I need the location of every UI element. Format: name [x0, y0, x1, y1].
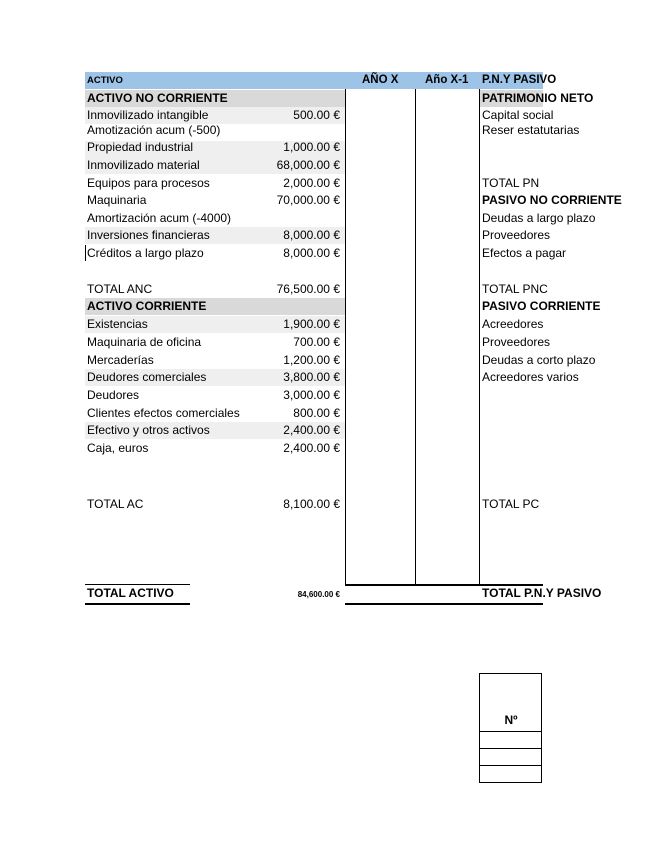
- small-table-header: Nº: [504, 713, 518, 727]
- row-value: 500.00 €: [293, 108, 340, 122]
- total-line: [85, 584, 190, 585]
- total-activo-label: TOTAL ACTIVO: [87, 586, 174, 600]
- row-label: Inversiones financieras: [87, 228, 210, 242]
- section-pasivo-no-corriente: PASIVO NO CORRIENTE: [482, 193, 622, 207]
- row-value: 70,000.00 €: [276, 193, 340, 207]
- total-anc-label: TOTAL ANC: [87, 282, 153, 296]
- total-line: [85, 603, 190, 605]
- row-label: Maquinaria: [87, 193, 147, 207]
- total-pc-label: TOTAL PC: [482, 497, 540, 511]
- total-ac-value: 8,100.00 €: [283, 497, 340, 511]
- row-label: Efectos a pagar: [482, 246, 567, 260]
- total-activo-value: 84,600.00 €: [297, 590, 340, 599]
- total-anc-value: 76,500.00 €: [276, 282, 340, 296]
- total-ac-label: TOTAL AC: [87, 497, 144, 511]
- section-activo-corriente: ACTIVO CORRIENTE: [87, 299, 207, 313]
- row-value: 2,400.00 €: [283, 423, 340, 437]
- header-ano-x1: Año X-1: [425, 74, 469, 86]
- row-label: Existencias: [87, 317, 148, 331]
- row-value: 68,000.00 €: [276, 158, 340, 172]
- row-label: Clientes efectos comerciales: [87, 406, 240, 420]
- row-label: Deudores: [87, 388, 140, 402]
- row-label: Proveedores: [482, 335, 551, 349]
- row-label: Acreedores: [482, 317, 544, 331]
- row-label: Efectivo y otros activos: [87, 423, 210, 437]
- row-value: 1,000.00 €: [283, 140, 340, 154]
- column-border: [479, 89, 480, 585]
- total-line: [345, 603, 543, 605]
- row-label: Reser estatutarias: [482, 123, 580, 137]
- row-label: Deudas a corto plazo: [482, 353, 596, 367]
- row-label: Créditos a largo plazo: [87, 246, 204, 260]
- total-pnc-label: TOTAL PNC: [482, 282, 548, 296]
- row-value: 700.00 €: [293, 335, 340, 349]
- small-table-row-line: [479, 731, 542, 732]
- row-label: Mercaderías: [87, 353, 154, 367]
- row-label: Amotización acum (-500): [87, 123, 221, 137]
- row-label: Inmovilizado material: [87, 158, 200, 172]
- row-value: 800.00 €: [293, 406, 340, 420]
- column-border: [415, 89, 416, 585]
- section-patrimonio-neto: PATRIMONIO NETO: [482, 91, 594, 105]
- row-value: 3,800.00 €: [283, 370, 340, 384]
- row-value: 1,900.00 €: [283, 317, 340, 331]
- row-label: Acreedores varios: [482, 370, 579, 384]
- row-label: Capital social: [482, 108, 554, 122]
- header-pasivo: P.N.Y PASIVO: [482, 74, 557, 86]
- section-activo-no-corriente: ACTIVO NO CORRIENTE: [87, 91, 228, 105]
- row-value: 1,200.00 €: [283, 353, 340, 367]
- row-label: Equipos para procesos: [87, 176, 210, 190]
- cell-border: [85, 245, 86, 261]
- total-pnp-label: TOTAL P.N.Y PASIVO: [482, 586, 602, 600]
- row-value: 8,000.00 €: [283, 246, 340, 260]
- column-border: [345, 89, 346, 585]
- row-label: Amortización acum (-4000): [87, 211, 232, 225]
- row-value: 2,000.00 €: [283, 176, 340, 190]
- row-label: Proveedores: [482, 228, 551, 242]
- row-value: 8,000.00 €: [283, 228, 340, 242]
- row-label: Deudores comerciales: [87, 370, 207, 384]
- row-label: Maquinaria de oficina: [87, 335, 202, 349]
- row-label: Inmovilizado intangible: [87, 108, 209, 122]
- row-label: Caja, euros: [87, 441, 149, 455]
- section-pasivo-corriente: PASIVO CORRIENTE: [482, 299, 601, 313]
- small-table-row-line: [479, 765, 542, 766]
- header-ano-x: AÑO X: [362, 74, 399, 86]
- row-label: Propiedad industrial: [87, 140, 194, 154]
- header-activo: ACTIVO: [87, 75, 123, 86]
- row-value: 3,000.00 €: [283, 388, 340, 402]
- small-table-row-line: [479, 748, 542, 749]
- row-value: 2,400.00 €: [283, 441, 340, 455]
- row-label: Deudas a largo plazo: [482, 211, 596, 225]
- total-pn-label: TOTAL PN: [482, 176, 540, 190]
